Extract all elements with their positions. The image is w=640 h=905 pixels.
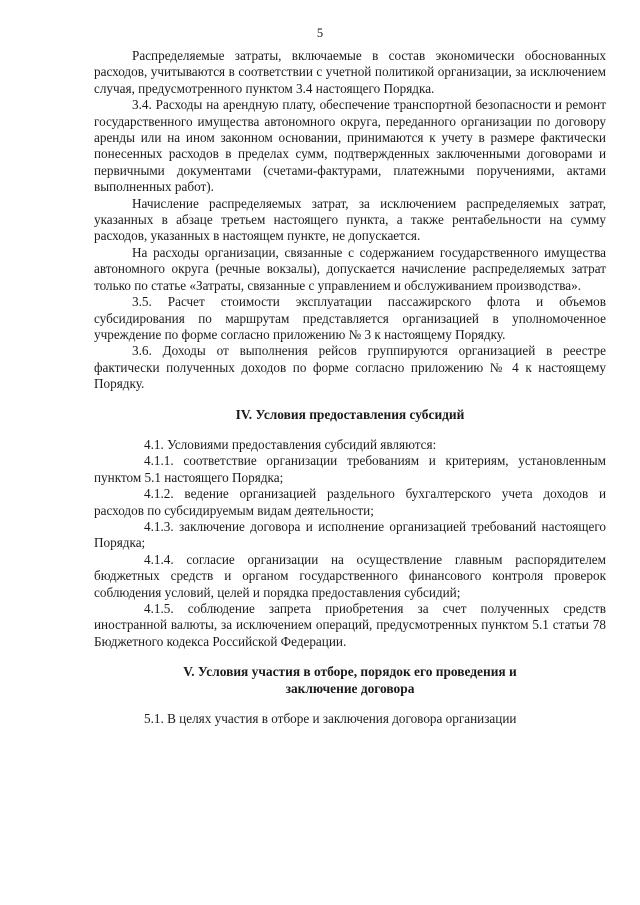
paragraph-3-4: 3.4. Расходы на арендную плату, обеспечение транспортной безопасности и ремонт государственного имущества автономного округа, переданного организации по договору аренды или на ином законном основании, принимаются к учету в размере фактически понесенных расходов в пределах сумм, подтвержденных заключенными договорами и первичными документами (счетами-фактурами, платежными поручениями, актами выполненных работ).	[94, 97, 606, 195]
section-4-heading: IV. Условия предоставления субсидий	[235, 406, 465, 422]
paragraph-4-1: 4.1. Условиями предоставления субсидий являются:	[144, 436, 437, 452]
paragraph-4-1-5: 4.1.5. соблюдение запрета приобретения за счет полученных средств иностранной валюты, за исключением операций, предусмотренных пунктом 5.1 статьи 78 Бюджетного кодекса Российской Федерации.	[94, 601, 606, 649]
section-5-heading-line-2: заключение договора	[285, 680, 415, 696]
paragraph-3-5: 3.5. Расчет стоимости эксплуатации пассажирского флота и объемов субсидирования по маршрутам представляется организацией в уполномоченное учреждение по форме согласно приложению № 3 к настоящему Порядку.	[94, 294, 606, 342]
paragraph-accrual-restriction: Начисление распределяемых затрат, за исключением распределяемых затрат, указанных в абзаце третьем настоящего пункта, а также рентабельности на сумму расходов, указанных в настоящем пункте, не допускается.	[94, 195, 606, 244]
paragraph-4-1-2: 4.1.2. ведение организацией раздельного бухгалтерского учета доходов и расходов по субсидируемым видам деятельности;	[94, 486, 606, 518]
page-number: 5	[316, 26, 324, 40]
section-5-heading-line-1: V. Условия участия в отборе, порядок его проведения и	[183, 664, 517, 680]
paragraph-4-1-3: 4.1.3. заключение договора и исполнение организацией требований настоящего Порядка;	[94, 518, 606, 551]
section-5-heading	[94, 664, 606, 697]
paragraph-river-stations: На расходы организации, связанные с содержанием государственного имущества автономного округа (речные вокзалы), допускается начисление распределяемых затрат только по статье «Затраты, связанные с управлением и обслуживанием производства».	[94, 244, 606, 293]
paragraph-4-1-4: 4.1.4. согласие организации на осуществление главным распорядителем бюджетных средств и органом государственного финансового контроля проверок соблюдения условий, целей и порядка предоставления субсидий;	[94, 551, 606, 600]
paragraph-5-1: 5.1. В целях участия в отборе и заключения договора организации	[144, 711, 517, 727]
document-body	[94, 48, 606, 727]
paragraph-distributed-costs: Распределяемые затраты, включаемые в состав экономически обоснованных расходов, учитываются в соответствии с учетной политикой организации, за исключением случая, предусмотренного пунктом 3.4 настоящего Порядка.	[94, 48, 606, 96]
paragraph-4-1-1: 4.1.1. соответствие организации требованиям и критериям, установленным пунктом 5.1 настоящего Порядка;	[94, 453, 606, 485]
paragraph-3-6: 3.6. Доходы от выполнения рейсов группируются организацией в реестре фактически полученных доходов по форме согласно приложению № 4 к настоящему Порядку.	[94, 343, 606, 392]
